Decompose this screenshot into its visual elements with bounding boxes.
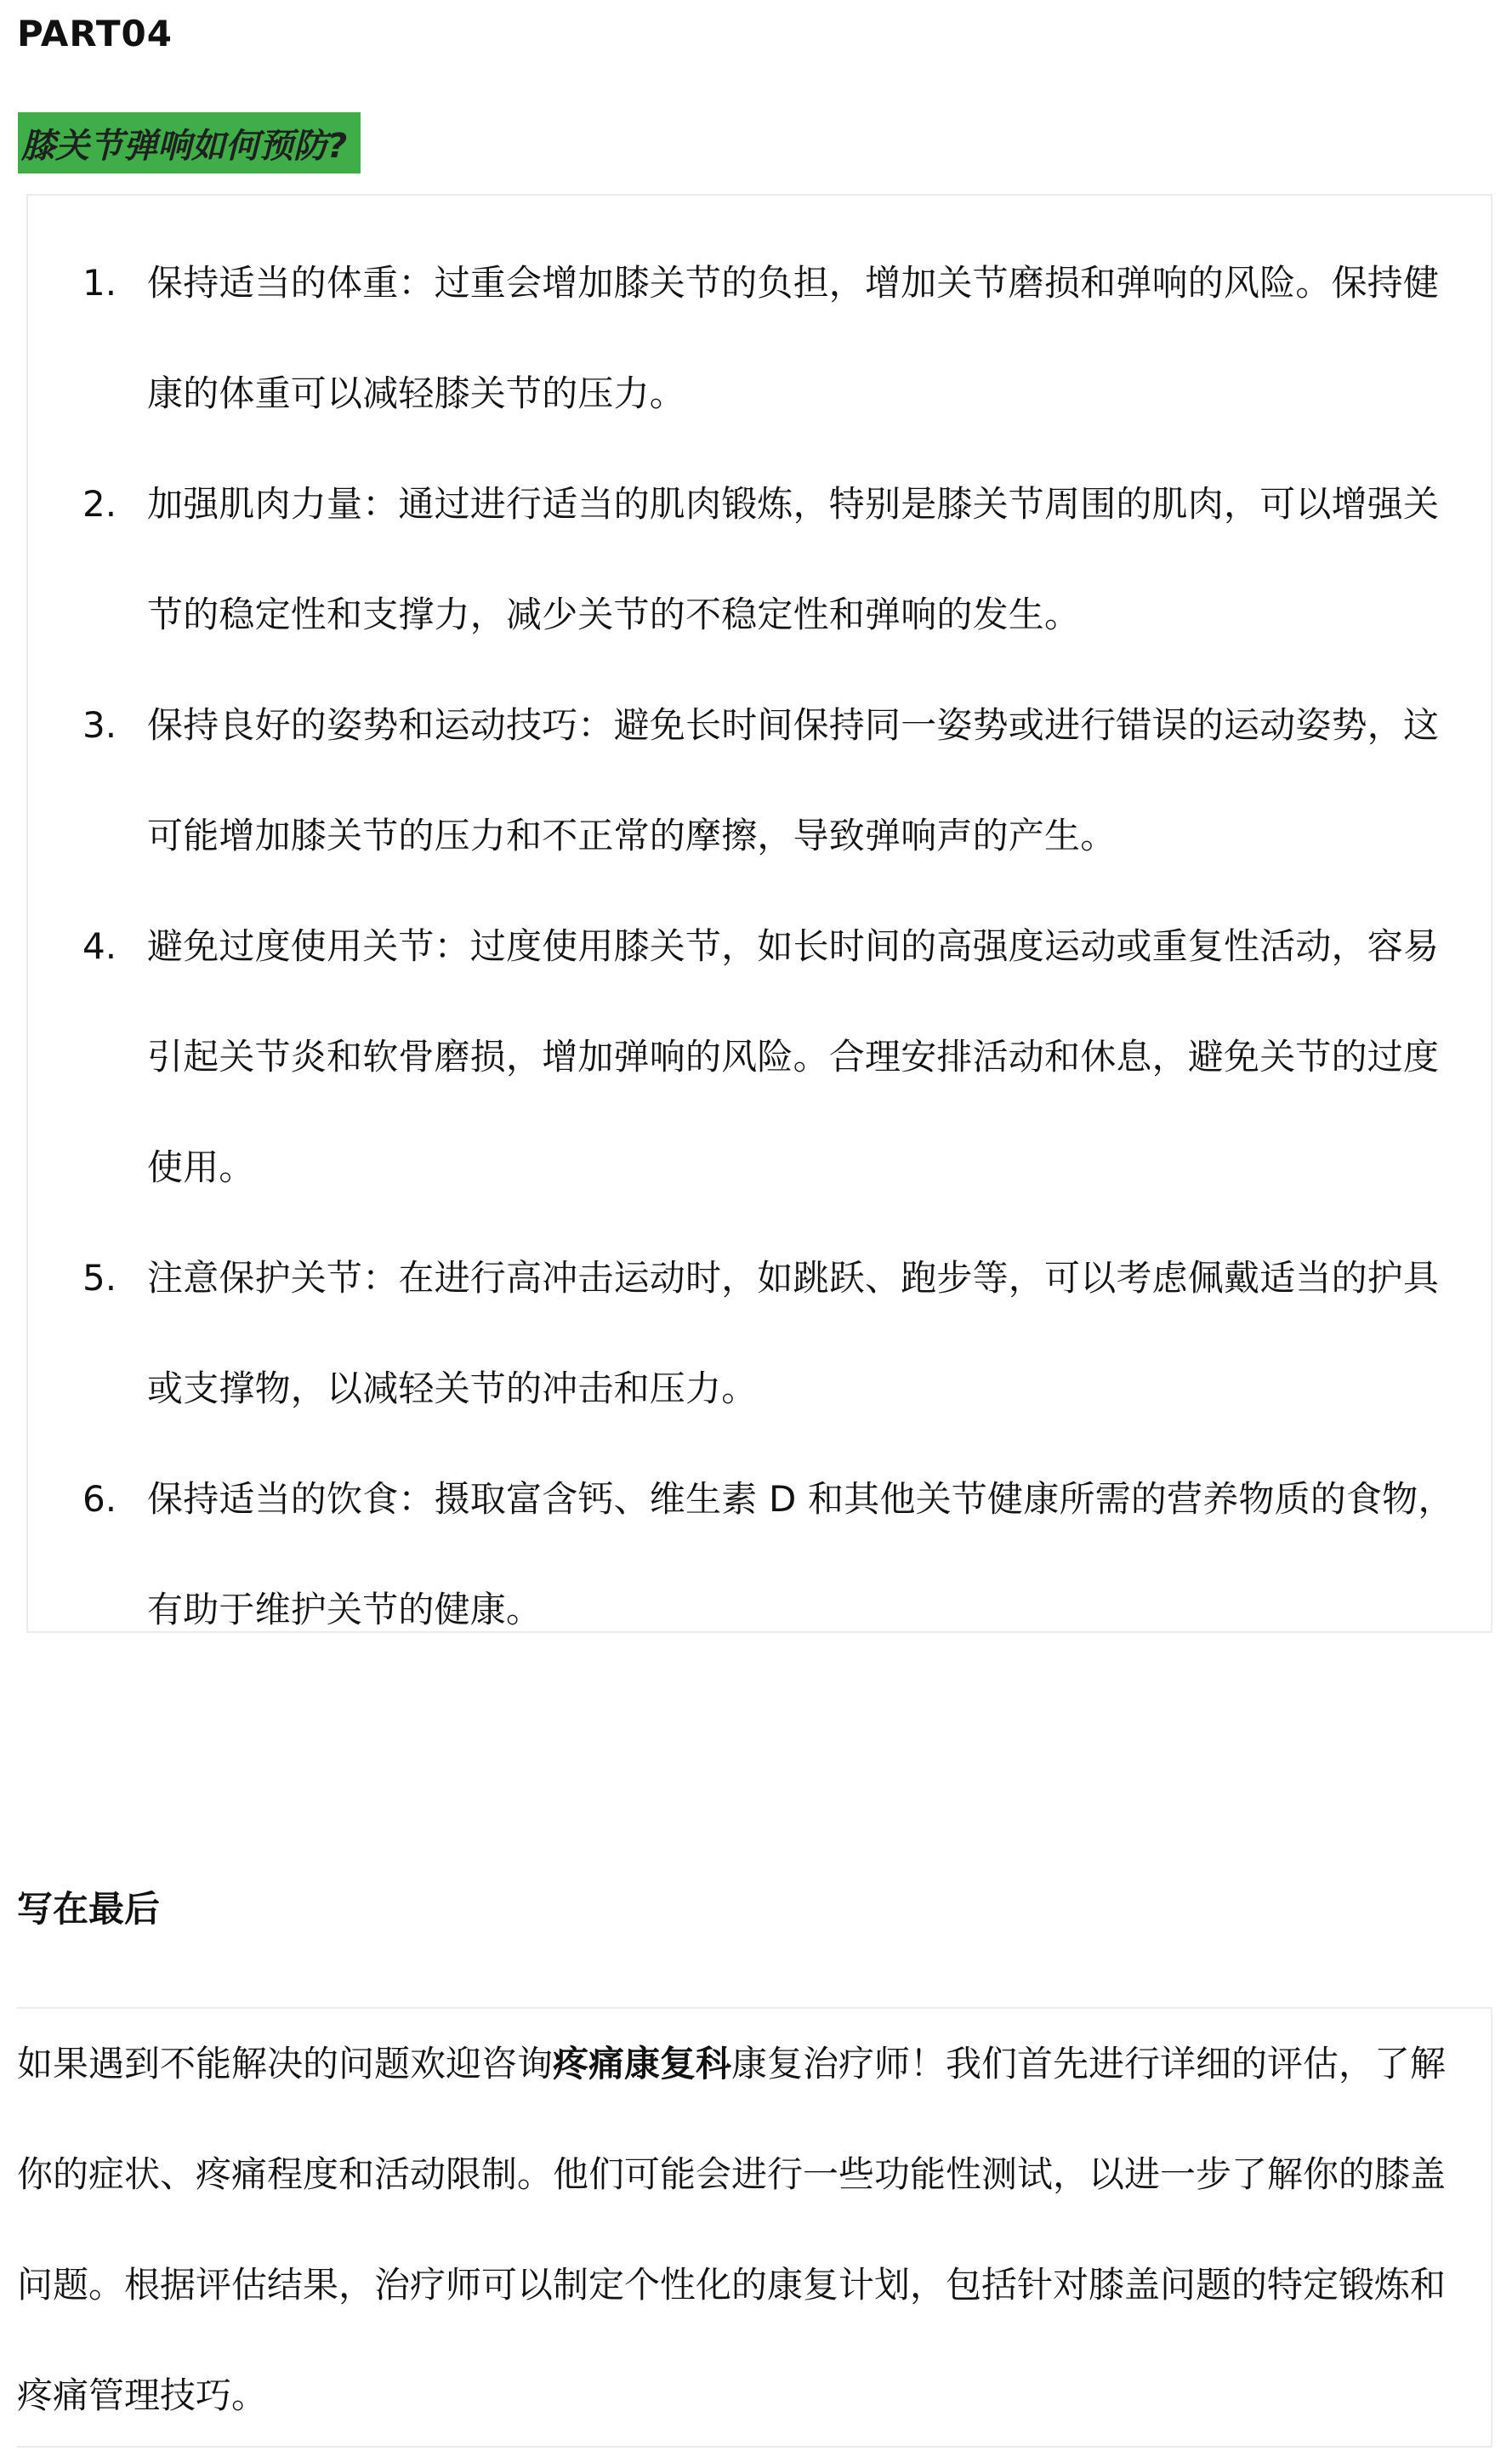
list-item-line: 加强肌肉力量：通过进行适当的肌肉锻炼，特别是膝关节周围的肌肉，可以增强关 (147, 483, 1440, 525)
department-name: 疼痛康复科 (553, 2043, 732, 2084)
list-item-text (147, 891, 1484, 1223)
paragraph-line (17, 2009, 1492, 2119)
paragraph-line: 疼痛管理技巧。 (17, 2374, 268, 2416)
list-item-line: 保持良好的姿势和运动技巧：避免长时间保持同一姿势或进行错误的运动姿势，这 (147, 704, 1440, 746)
list-item-text (147, 1444, 1484, 1665)
part-heading: PART04 (17, 13, 173, 54)
final-heading: 写在最后 (17, 1888, 161, 1930)
list-item-line: 康的体重可以减轻膝关节的压力。 (147, 372, 686, 414)
paragraph-line: 问题。根据评估结果，治疗师可以制定个性化的康复计划，包括针对膝盖问题的特定锻炼和 (17, 2264, 1447, 2306)
list-item-line: 保持适当的体重：过重会增加膝关节的负担，增加关节磨损和弹响的风险。保持健 (147, 262, 1440, 304)
list-item-text (147, 228, 1484, 449)
prevention-list-box (26, 194, 1492, 1633)
list-item (28, 670, 1491, 891)
section-title-banner (18, 112, 361, 173)
list-item-line: 使用。 (147, 1146, 255, 1188)
list-item-line: 可能增加膝关节的压力和不正常的摩擦，导致弹响声的产生。 (147, 815, 1117, 856)
list-item (28, 228, 1491, 449)
list-item-line: 或支撑物，以减轻关节的冲击和压力。 (147, 1368, 758, 1409)
list-item (28, 891, 1491, 1223)
list-item-line: 避免过度使用关节：过度使用膝关节，如长时间的高强度运动或重复性活动，容易 (147, 925, 1440, 967)
list-item-number: 5. (82, 1257, 117, 1299)
list-item-line: 有助于维护关节的健康。 (147, 1589, 543, 1630)
list-item-text (147, 670, 1484, 891)
list-item-number: 6. (82, 1478, 117, 1520)
list-item-line: 注意保护关节：在进行高冲击运动时，如跳跃、跑步等，可以考虑佩戴适当的护具 (147, 1257, 1440, 1299)
paragraph-text: 如果遇到不能解决的问题欢迎咨询 (17, 2043, 554, 2084)
list-item-number: 1. (82, 262, 117, 304)
list-item (28, 449, 1491, 670)
list-item (28, 1223, 1491, 1444)
section-title: 膝关节弹响如何预防? (21, 126, 348, 166)
list-item-number: 4. (82, 925, 117, 967)
final-paragraph (17, 2009, 1492, 2451)
list-item-line: 引起关节炎和软骨磨损，增加弹响的风险。合理安排活动和休息，避免关节的过度 (147, 1036, 1440, 1078)
list-item-text (147, 449, 1484, 670)
final-paragraph-box (17, 2007, 1492, 2448)
list-item-number: 2. (82, 483, 117, 525)
paragraph-text: 康复治疗师！我们首先进行详细的评估，了解 (731, 2043, 1447, 2084)
paragraph-line: 你的症状、疼痛程度和活动限制。他们可能会进行一些功能性测试，以进一步了解你的膝盖 (17, 2153, 1447, 2195)
list-item-line: 节的稳定性和支撑力，减少关节的不稳定性和弹响的发生。 (147, 594, 1081, 635)
list-item-text (147, 1223, 1484, 1444)
prevention-list (28, 228, 1491, 1665)
list-item (28, 1444, 1491, 1665)
list-item-line: 保持适当的饮食：摄取富含钙、维生素 D 和其他关节健康所需的营养物质的食物， (147, 1478, 1454, 1520)
list-item-number: 3. (82, 704, 117, 746)
